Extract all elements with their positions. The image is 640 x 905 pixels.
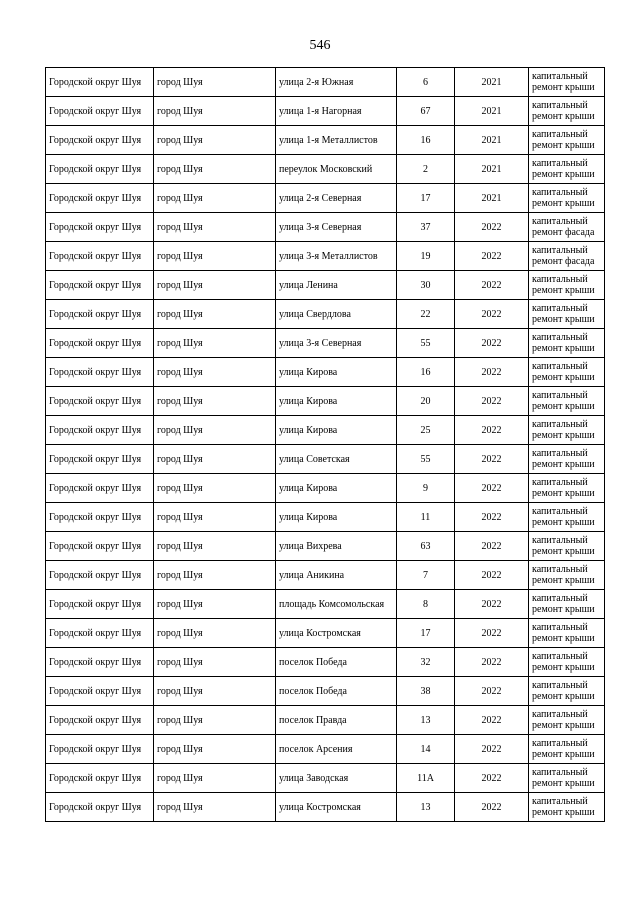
year-cell: 2021 [455,97,529,126]
district-cell: Городской округ Шуя [46,242,154,271]
page-number: 546 [309,38,331,53]
house-number-cell: 14 [397,735,455,764]
district-cell: Городской округ Шуя [46,445,154,474]
house-number-cell: 7 [397,561,455,590]
street-cell: поселок Правда [276,706,397,735]
house-number-cell: 32 [397,648,455,677]
table-row [46,764,605,793]
street-cell: улица Советская [276,445,397,474]
district-cell: Городской округ Шуя [46,793,154,822]
district-cell: Городской округ Шуя [46,735,154,764]
table-row [46,68,605,97]
table-body [46,68,605,822]
house-number-cell: 17 [397,619,455,648]
city-cell: город Шуя [154,242,276,271]
year-cell: 2022 [455,300,529,329]
city-cell: город Шуя [154,213,276,242]
city-cell: город Шуя [154,474,276,503]
district-cell: Городской округ Шуя [46,416,154,445]
house-number-cell: 8 [397,590,455,619]
house-number-cell: 22 [397,300,455,329]
table-row [46,416,605,445]
house-number-cell: 2 [397,155,455,184]
table-row [46,474,605,503]
work-type-cell: капитальный ремонт крыши [529,68,605,97]
district-cell: Городской округ Шуя [46,271,154,300]
work-type-cell: капитальный ремонт крыши [529,677,605,706]
table-row [46,358,605,387]
work-type-cell: капитальный ремонт крыши [529,503,605,532]
city-cell: город Шуя [154,532,276,561]
street-cell: улица Кирова [276,416,397,445]
district-cell: Городской округ Шуя [46,619,154,648]
street-cell: улица Кирова [276,474,397,503]
house-number-cell: 19 [397,242,455,271]
city-cell: город Шуя [154,68,276,97]
work-type-cell: капитальный ремонт крыши [529,532,605,561]
district-cell: Городской округ Шуя [46,184,154,213]
street-cell: улица Костромская [276,619,397,648]
district-cell: Городской округ Шуя [46,155,154,184]
district-cell: Городской округ Шуя [46,532,154,561]
street-cell: переулок Московский [276,155,397,184]
district-cell: Городской округ Шуя [46,764,154,793]
city-cell: город Шуя [154,590,276,619]
year-cell: 2022 [455,503,529,532]
city-cell: город Шуя [154,155,276,184]
street-cell: улица Вихрева [276,532,397,561]
work-type-cell: капитальный ремонт крыши [529,648,605,677]
work-type-cell: капитальный ремонт крыши [529,735,605,764]
table-row [46,619,605,648]
city-cell: город Шуя [154,416,276,445]
house-number-cell: 11А [397,764,455,793]
district-cell: Городской округ Шуя [46,706,154,735]
work-type-cell: капитальный ремонт крыши [529,387,605,416]
house-number-cell: 55 [397,445,455,474]
street-cell: улица Костромская [276,793,397,822]
table-row [46,329,605,358]
city-cell: город Шуя [154,271,276,300]
city-cell: город Шуя [154,358,276,387]
work-type-cell: капитальный ремонт крыши [529,155,605,184]
street-cell: поселок Арсения [276,735,397,764]
district-cell: Городской округ Шуя [46,677,154,706]
street-cell: улица Аникина [276,561,397,590]
year-cell: 2022 [455,764,529,793]
work-type-cell: капитальный ремонт крыши [529,358,605,387]
work-type-cell: капитальный ремонт крыши [529,97,605,126]
street-cell: улица Свердлова [276,300,397,329]
city-cell: город Шуя [154,445,276,474]
year-cell: 2022 [455,532,529,561]
street-cell: улица 2-я Северная [276,184,397,213]
district-cell: Городской округ Шуя [46,503,154,532]
year-cell: 2022 [455,735,529,764]
city-cell: город Шуя [154,387,276,416]
street-cell: улица 1-я Металлистов [276,126,397,155]
district-cell: Городской округ Шуя [46,300,154,329]
city-cell: город Шуя [154,329,276,358]
city-cell: город Шуя [154,97,276,126]
table-row [46,184,605,213]
street-cell: улица 3-я Северная [276,329,397,358]
district-cell: Городской округ Шуя [46,68,154,97]
street-cell: улица Кирова [276,358,397,387]
year-cell: 2022 [455,387,529,416]
city-cell: город Шуя [154,300,276,329]
table-row [46,590,605,619]
street-cell: поселок Победа [276,677,397,706]
city-cell: город Шуя [154,648,276,677]
year-cell: 2022 [455,416,529,445]
table-row [46,97,605,126]
work-type-cell: капитальный ремонт крыши [529,271,605,300]
work-type-cell: капитальный ремонт крыши [529,416,605,445]
city-cell: город Шуя [154,184,276,213]
table-row [46,503,605,532]
house-number-cell: 17 [397,184,455,213]
table-row [46,445,605,474]
house-number-cell: 13 [397,793,455,822]
district-cell: Городской округ Шуя [46,474,154,503]
house-number-cell: 55 [397,329,455,358]
year-cell: 2022 [455,619,529,648]
house-number-cell: 37 [397,213,455,242]
street-cell: улица 1-я Нагорная [276,97,397,126]
table-row [46,271,605,300]
table-row [46,793,605,822]
district-cell: Городской округ Шуя [46,126,154,155]
street-cell: улица Кирова [276,503,397,532]
district-cell: Городской округ Шуя [46,590,154,619]
year-cell: 2022 [455,329,529,358]
work-type-cell: капитальный ремонт крыши [529,764,605,793]
year-cell: 2021 [455,184,529,213]
city-cell: город Шуя [154,677,276,706]
city-cell: город Шуя [154,735,276,764]
year-cell: 2022 [455,793,529,822]
district-cell: Городской округ Шуя [46,213,154,242]
table-row [46,300,605,329]
house-number-cell: 38 [397,677,455,706]
house-number-cell: 9 [397,474,455,503]
table-row [46,648,605,677]
repair-schedule-table [45,67,605,822]
year-cell: 2022 [455,242,529,271]
district-cell: Городской округ Шуя [46,648,154,677]
work-type-cell: капитальный ремонт фасада [529,242,605,271]
work-type-cell: капитальный ремонт крыши [529,329,605,358]
work-type-cell: капитальный ремонт крыши [529,184,605,213]
year-cell: 2021 [455,155,529,184]
table-row [46,126,605,155]
table-row [46,242,605,271]
year-cell: 2022 [455,706,529,735]
year-cell: 2022 [455,474,529,503]
year-cell: 2022 [455,271,529,300]
work-type-cell: капитальный ремонт крыши [529,474,605,503]
table-row [46,561,605,590]
year-cell: 2021 [455,68,529,97]
city-cell: город Шуя [154,764,276,793]
house-number-cell: 67 [397,97,455,126]
year-cell: 2022 [455,358,529,387]
district-cell: Городской округ Шуя [46,387,154,416]
street-cell: улица 2-я Южная [276,68,397,97]
table-row [46,735,605,764]
year-cell: 2022 [455,648,529,677]
table-row [46,387,605,416]
city-cell: город Шуя [154,793,276,822]
house-number-cell: 13 [397,706,455,735]
house-number-cell: 16 [397,358,455,387]
house-number-cell: 25 [397,416,455,445]
table-row [46,706,605,735]
year-cell: 2022 [455,677,529,706]
house-number-cell: 6 [397,68,455,97]
street-cell: площадь Комсомольская [276,590,397,619]
work-type-cell: капитальный ремонт крыши [529,300,605,329]
district-cell: Городской округ Шуя [46,329,154,358]
district-cell: Городской округ Шуя [46,358,154,387]
work-type-cell: капитальный ремонт крыши [529,561,605,590]
street-cell: улица Ленина [276,271,397,300]
street-cell: поселок Победа [276,648,397,677]
city-cell: город Шуя [154,619,276,648]
year-cell: 2022 [455,213,529,242]
street-cell: улица Заводская [276,764,397,793]
work-type-cell: капитальный ремонт крыши [529,706,605,735]
district-cell: Городской округ Шуя [46,97,154,126]
year-cell: 2021 [455,126,529,155]
house-number-cell: 11 [397,503,455,532]
work-type-cell: капитальный ремонт крыши [529,590,605,619]
table-row [46,532,605,561]
city-cell: город Шуя [154,126,276,155]
house-number-cell: 63 [397,532,455,561]
street-cell: улица 3-я Северная [276,213,397,242]
city-cell: город Шуя [154,561,276,590]
year-cell: 2022 [455,445,529,474]
district-cell: Городской округ Шуя [46,561,154,590]
house-number-cell: 16 [397,126,455,155]
table-row [46,677,605,706]
table-row [46,213,605,242]
house-number-cell: 30 [397,271,455,300]
work-type-cell: капитальный ремонт крыши [529,126,605,155]
work-type-cell: капитальный ремонт фасада [529,213,605,242]
street-cell: улица 3-я Металлистов [276,242,397,271]
year-cell: 2022 [455,561,529,590]
year-cell: 2022 [455,590,529,619]
city-cell: город Шуя [154,706,276,735]
house-number-cell: 20 [397,387,455,416]
work-type-cell: капитальный ремонт крыши [529,445,605,474]
table-row [46,155,605,184]
work-type-cell: капитальный ремонт крыши [529,619,605,648]
city-cell: город Шуя [154,503,276,532]
street-cell: улица Кирова [276,387,397,416]
work-type-cell: капитальный ремонт крыши [529,793,605,822]
